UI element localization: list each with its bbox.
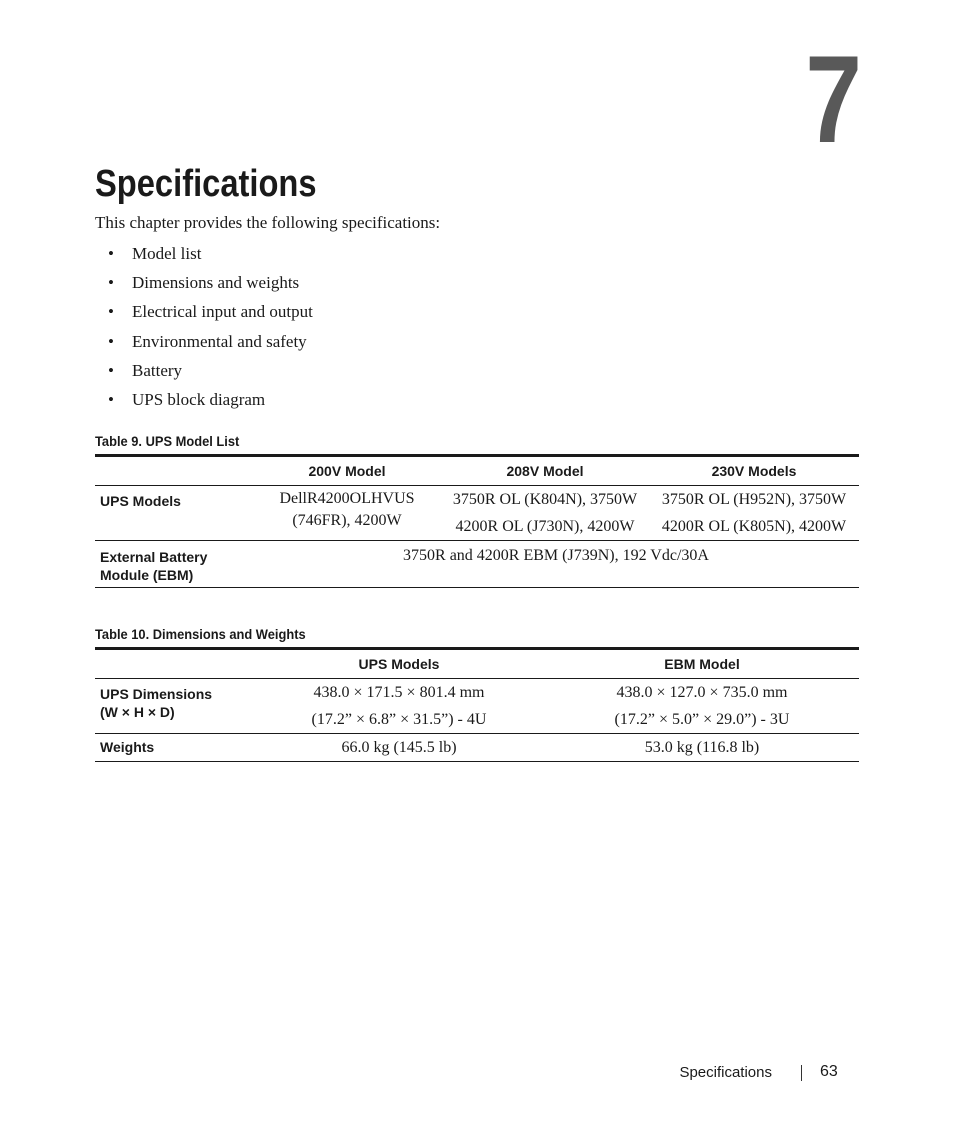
- spec-list: [108, 242, 313, 417]
- bullet-icon: •: [108, 302, 114, 322]
- row-label: External Battery Module (EBM): [100, 549, 208, 583]
- row-label: UPS Dimensions (W × H × D): [100, 686, 213, 720]
- table-header-row: [95, 456, 859, 486]
- header-cell: EBM Model: [664, 656, 740, 672]
- table-row: [95, 486, 859, 541]
- table-cell: 3750R and 4200R EBM (J739N), 192 Vdc/30A: [403, 547, 709, 564]
- header-cell: 200V Model: [308, 463, 386, 479]
- table-cell: 3750R OL (K804N), 3750W 4200R OL (J730N), 4200W: [452, 491, 638, 535]
- list-item: • Environmental and safety: [108, 330, 313, 359]
- list-item: • UPS block diagram: [108, 388, 313, 417]
- page-number: 63: [820, 1063, 838, 1080]
- table-row: [95, 679, 859, 734]
- table9-caption: Table 9. UPS Model List: [95, 433, 240, 449]
- table-cell: 66.0 kg (145.5 lb): [341, 739, 457, 756]
- dimensions-weights-table: [95, 647, 859, 762]
- list-item: • Battery: [108, 359, 313, 388]
- header-cell: [95, 649, 253, 679]
- intro-text: This chapter provides the following specifications:: [95, 213, 441, 232]
- table10-caption: Table 10. Dimensions and Weights: [95, 626, 306, 642]
- list-item: • Model list: [108, 242, 313, 271]
- table-cell: 438.0 × 127.0 × 735.0 mm (17.2” × 5.0” × 29.0”) - 3U: [614, 684, 790, 728]
- row-label: UPS Models: [100, 493, 181, 509]
- bullet-icon: •: [108, 273, 114, 293]
- table-row: [95, 541, 859, 588]
- ups-model-table: [95, 454, 859, 588]
- header-cell: 230V Models: [711, 463, 797, 479]
- bullet-icon: •: [108, 331, 114, 351]
- table-header-row: [95, 649, 859, 679]
- bullet-icon: •: [108, 244, 114, 263]
- footer-section-name: Specifications: [679, 1064, 772, 1081]
- row-label: Weights: [100, 739, 155, 755]
- header-cell: [95, 456, 253, 486]
- table-cell: 438.0 × 171.5 × 801.4 mm (17.2” × 6.8” × 31.5”) - 4U: [311, 684, 487, 728]
- header-cell: 208V Model: [506, 463, 584, 479]
- footer-divider: [801, 1065, 802, 1081]
- page-title: Specifications: [95, 163, 317, 205]
- table-cell: 53.0 kg (116.8 lb): [644, 739, 760, 756]
- table-cell: 3750R OL (H952N), 3750W 4200R OL (K805N), 4200W: [661, 491, 847, 535]
- bullet-icon: •: [108, 360, 114, 380]
- header-cell: UPS Models: [358, 656, 440, 672]
- chapter-number: 7: [805, 31, 862, 169]
- list-item: • Electrical input and output: [108, 300, 313, 329]
- bullet-icon: •: [108, 389, 114, 409]
- table-row: [95, 734, 859, 762]
- page-footer: [0, 1063, 954, 1085]
- list-item: • Dimensions and weights: [108, 271, 313, 300]
- table-cell: DellR4200OLHVUS (746FR), 4200W: [279, 490, 415, 529]
